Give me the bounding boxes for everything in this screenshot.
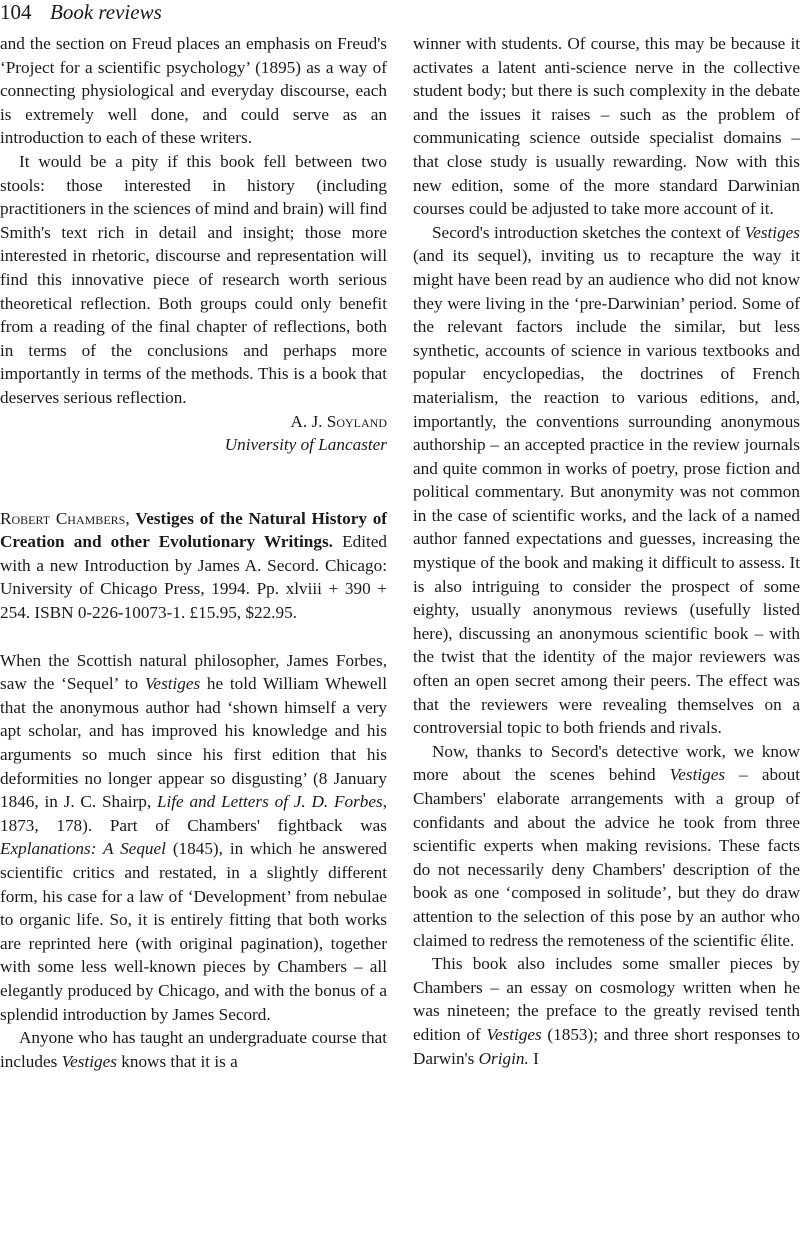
left-column bbox=[0, 32, 387, 1073]
paragraph bbox=[413, 221, 800, 740]
paragraph: It would be a pity if this book fell between two stools: those interested in history (including practitioners in the sciences of mind and brain) will find Smith's text rich in detail and insight; those more interested in rhetoric, discourse and representation will find this innovative piece of research worth serious theoretical reflection. Both groups could only benefit from a reading of the final chapter of reflections, both in terms of the conclusions and perhaps more importantly in terms of the methods. This is a book that deserves serious reflection. bbox=[0, 151, 387, 407]
citation-title: Vestiges of the Natural History of Creation and other Evolutionary Writings. bbox=[0, 508, 388, 552]
italic-title: Origin. bbox=[478, 1048, 529, 1068]
text-run: I bbox=[533, 1048, 539, 1068]
page-number: 104 bbox=[0, 0, 32, 24]
italic-title: Vestiges bbox=[486, 1024, 542, 1044]
text-run: Anyone who has taught an undergraduate course that includes bbox=[0, 1028, 387, 1071]
text-run: Now, thanks to Secord's detective work, we know more about the scenes behind bbox=[413, 741, 800, 785]
text-run: (1845), in which he answered scientific critics and restated, in a slightly different form, his case for a law of ‘Development’ from nebulae to organic life. So, it is entirely fitting that both works are reprinted here (with original pagination), together with some less well-known pieces by Chambers – all elegantly produced by Chicago, and with the bonus of a splendid introduction by James Secord. bbox=[0, 839, 387, 1024]
reviewer-signature bbox=[0, 410, 387, 434]
text-run: he told William Whewell that the anonymous author had ‘shown himself a very apt scholar, and has improved his knowledge and his arguments so much since his first edition that his deformities no longer appear so disgusting’ (8 January 1846, in J. C. Shairp, bbox=[0, 674, 388, 812]
text-run: – about Chambers' elaborate arrangements with a group of confidants and about the advice he took from three scientific experts when making revisions. These facts do not necessarily deny Chambers' description of the book as one ‘composed in solitude’, but they do draw attention to the selection of this pose by an author who claimed to redress the remoteness of the scientific élite. bbox=[413, 765, 800, 950]
paragraph bbox=[413, 952, 800, 1070]
text-run: (1853); and three short responses to Darwin's bbox=[413, 1024, 800, 1068]
text-run: (and its sequel), inviting us to recapture the way it might have been read by an audience who did not know they were living in the ‘pre-Darwinian’ period. Some of the relevant factors include the similar, but less synthetic, accounts of science in various textbooks and popular encyclopedias, the doctrines of French materialism, the reaction to various editions, and, importantly, the conventions surrounding anonymous authorship – an accepted practice in the review journals and quite common in works of poetry, prose fiction and political commentary. But anonymity was not common in the case of scientific works, and the lack of a named author fanned expectations and guesses, increasing the mystique of the book and making it difficult to assess. It is also intriguing to consider the prospect of some eighty, usually anonymous reviews (usefully listed here), discussing an anonymous scientific book – with the twist that the identity of the major reviewers was often an open secret among their peers. The effect was that the reviewers were revealing themselves on a controversial topic to both friends and rivals. bbox=[413, 246, 800, 738]
text-run: When the Scottish natural philosopher, James Forbes, saw the ‘Sequel’ to bbox=[0, 650, 387, 694]
italic-title: Life and Letters of J. D. Forbes bbox=[156, 792, 383, 812]
running-title: Book reviews bbox=[50, 0, 162, 24]
citation-details: Edited with a new Introduction by James A. Secord. Chicago: University of Chicago Press, 1994. Pp. xlviii + 390 + 254. ISBN 0-226-10073-1. £15.95, $22.95. bbox=[0, 532, 387, 623]
reviewer-affiliation: University of Lancaster bbox=[224, 435, 387, 455]
text-run: Secord's introduction sketches the context of bbox=[432, 222, 741, 242]
reviewer-initials: A. J. bbox=[290, 411, 323, 431]
text-run: This book also includes some smaller pieces by Chambers – an essay on cosmology written when he was nineteen; the preface to the greatly revised tenth edition of bbox=[413, 954, 800, 1044]
citation-author: Robert Chambers, bbox=[0, 508, 130, 528]
paragraph bbox=[413, 740, 800, 952]
reviewer-surname: Soyland bbox=[326, 411, 387, 431]
italic-title: Vestiges bbox=[61, 1051, 117, 1071]
right-column bbox=[413, 32, 800, 1070]
review-citation bbox=[0, 507, 387, 625]
running-header bbox=[0, 0, 800, 30]
italic-title: Vestiges bbox=[744, 222, 800, 242]
paragraph: and the section on Freud places an emphasis on Freud's ‘Project for a scientific psychology’ (1895) as a way of connecting physiological and everyday discourse, each is extremely well done, and could serve as an introduction to each of these writers. bbox=[0, 34, 387, 148]
text-run: knows that it is a bbox=[121, 1051, 238, 1071]
italic-title: Vestiges bbox=[144, 674, 201, 694]
text-run: , 1873, 178). Part of Chambers' fightback was bbox=[0, 792, 387, 835]
italic-title: Vestiges bbox=[669, 765, 726, 785]
paragraph bbox=[0, 649, 387, 1027]
paragraph bbox=[0, 1026, 387, 1073]
paragraph: winner with students. Of course, this may be because it activates a latent anti-science nerve in the collective student body; but there is such complexity in the debate and the issues it raises – such as the problem of communicating science outside specialist domains – that close study is usually rewarding. Now with this new edition, some of the more standard Darwinian courses could be adjusted to take more account of it. bbox=[413, 34, 800, 219]
italic-title: Explanations: A Sequel bbox=[0, 839, 166, 859]
